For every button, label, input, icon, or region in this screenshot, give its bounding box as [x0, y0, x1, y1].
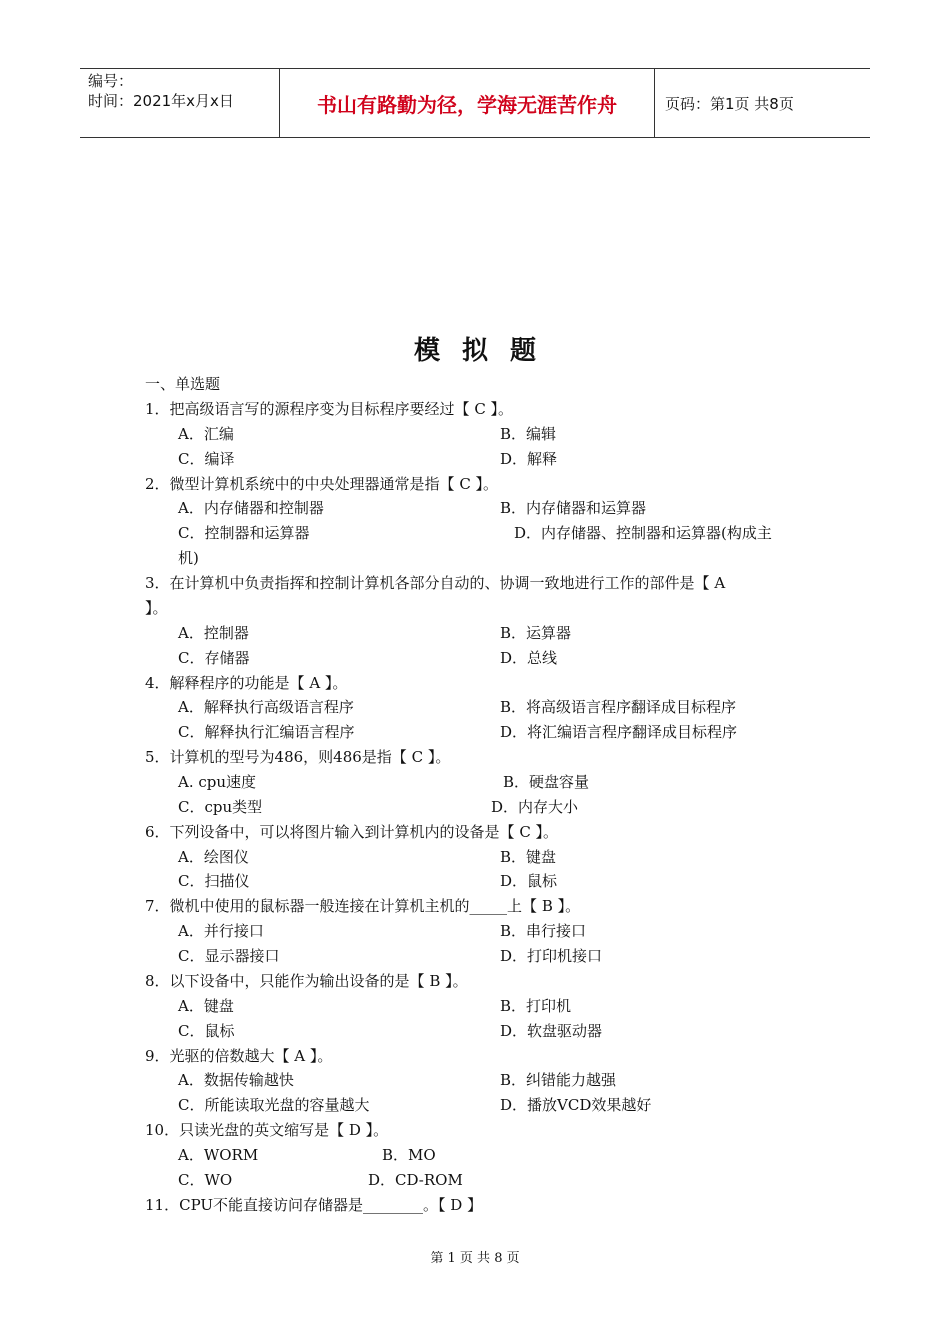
option-4c: C．解释执行汇编语言程序 [178, 723, 355, 741]
option-9d: D．播放VCD效果越好 [500, 1096, 652, 1114]
option-9a: A．数据传输越快 [178, 1071, 294, 1089]
option-3c: C．存储器 [178, 649, 250, 667]
option-7a: A．并行接口 [178, 922, 264, 940]
option-2b: B．内存储器和运算器 [500, 499, 647, 517]
question-7: 7．微机中使用的鼠标器一般连接在计算机主机的_____上【 B 】。 [145, 897, 581, 915]
header-meta [80, 69, 280, 137]
question-2: 2．微型计算机系统中的中央处理器通常是指【 C 】。 [145, 475, 499, 493]
option-5a: A. cpu速度 [178, 773, 257, 791]
page-header [80, 68, 870, 138]
option-7b: B．串行接口 [500, 922, 587, 940]
option-4b: B．将高级语言程序翻译成目标程序 [500, 698, 737, 716]
question-4: 4．解释程序的功能是【 A 】。 [145, 674, 348, 692]
option-5c: C．cpu类型 [178, 798, 263, 816]
option-3b: B．运算器 [500, 624, 572, 642]
option-8d: D．软盘驱动器 [500, 1022, 603, 1040]
option-3d: D．总线 [500, 649, 558, 667]
option-8b: B．打印机 [500, 997, 572, 1015]
question-6: 6．下列设备中，可以将图片输入到计算机内的设备是【 C 】。 [145, 823, 559, 841]
question-1: 1．把高级语言写的源程序变为目标程序要经过【 C 】。 [145, 400, 514, 418]
option-10a: A．WORM [178, 1146, 259, 1164]
option-8c: C．鼠标 [178, 1022, 235, 1040]
question-5: 5．计算机的型号为486，则486是指【 C 】。 [145, 748, 451, 766]
option-9b: B．纠错能力越强 [500, 1071, 617, 1089]
option-10d: D．CD-ROM [368, 1171, 463, 1189]
option-7c: C．显示器接口 [178, 947, 280, 965]
option-7d: D．打印机接口 [500, 947, 603, 965]
option-5b: B．硬盘容量 [503, 773, 590, 791]
section-heading: 一、单选题 [145, 375, 221, 393]
question-3: 3．在计算机中负责指挥和控制计算机各部分自动的、协调一致地进行工作的部件是【 A [145, 574, 726, 592]
option-2d-cont: 机) [178, 549, 199, 567]
serial-label: 编号： [88, 72, 134, 90]
page-footer: 第 1 页 共 8 页 [430, 1251, 520, 1266]
option-4a: A．解释执行高级语言程序 [178, 698, 354, 716]
header-page-info: 页码：第1页 共8页 [665, 94, 794, 113]
option-1c: C．编译 [178, 450, 235, 468]
question-11: 11．CPU不能直接访问存储器是________。【 D 】 [145, 1196, 483, 1214]
question-9: 9．光驱的倍数越大【 A 】。 [145, 1047, 333, 1065]
question-8: 8．以下设备中，只能作为输出设备的是【 B 】。 [145, 972, 468, 990]
time-label: 时间：2021年x月x日 [88, 92, 234, 110]
option-10b: B．MO [382, 1146, 436, 1164]
option-6a: A．绘图仪 [178, 848, 249, 866]
option-5d: D．内存大小 [491, 798, 579, 816]
option-8a: A．键盘 [178, 997, 234, 1015]
option-3a: A．控制器 [178, 624, 249, 642]
option-1b: B．编辑 [500, 425, 557, 443]
option-9c: C．所能读取光盘的容量越大 [178, 1096, 370, 1114]
option-6d: D．鼠标 [500, 872, 558, 890]
header-motto: 书山有路勤为径，学海无涯苦作舟 [280, 69, 655, 137]
option-2d: D．内存储器、控制器和运算器(构成主 [514, 524, 772, 542]
option-4d: D．将汇编语言程序翻译成目标程序 [500, 723, 738, 741]
question-10: 10．只读光盘的英文缩写是【 D 】。 [145, 1121, 389, 1139]
option-2a: A．内存储器和控制器 [178, 499, 324, 517]
option-1d: D．解释 [500, 450, 558, 468]
option-1a: A．汇编 [178, 425, 234, 443]
option-2c: C．控制器和运算器 [178, 524, 310, 542]
option-6b: B．键盘 [500, 848, 557, 866]
document-title: 模拟题 [413, 336, 558, 366]
option-10c: C．WO [178, 1171, 233, 1189]
question-3-cont: 】。 [145, 599, 168, 617]
option-6c: C．扫描仪 [178, 872, 250, 890]
